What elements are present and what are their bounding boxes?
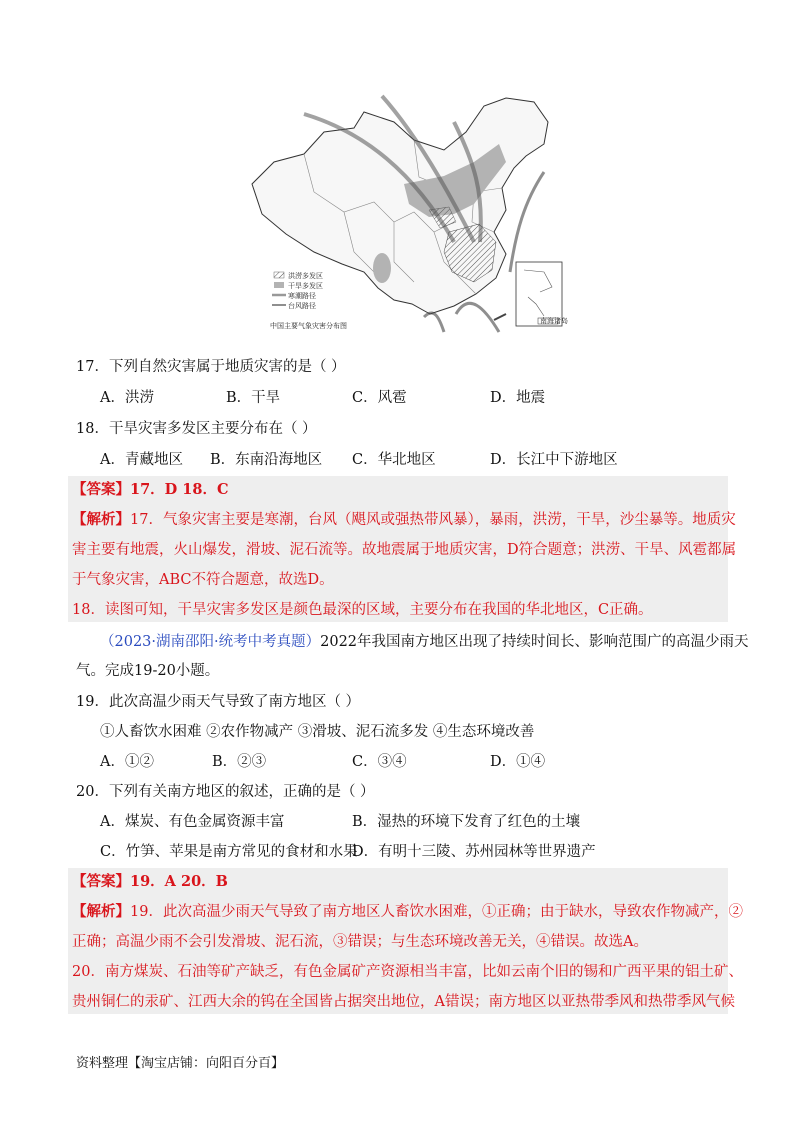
q19-option-a[interactable]: A．①② xyxy=(100,754,154,770)
q17-option-c[interactable]: C．风雹 xyxy=(352,390,407,406)
china-map-svg xyxy=(244,92,568,340)
analysis-text: 17．气象灾害主要是寒潮，台风（飓风或强热带风暴），暴雨，洪涝，干旱，沙尘暴等。地质灾 xyxy=(130,512,736,528)
q18-option-b[interactable]: B．东南沿海地区 xyxy=(210,452,323,468)
q20-option-d[interactable]: D．有明十三陵、苏州园林等世界遗产 xyxy=(352,844,596,860)
intro-line2: 气。完成19-20小题。 xyxy=(76,663,220,679)
typhoon-path-4 xyxy=(494,314,506,320)
intro-text: 2022年我国南方地区出现了持续时间长、影响范围广的高温少雨天 xyxy=(320,634,749,650)
analysis-bracket-2: 【解析】 xyxy=(72,903,130,920)
analysis-17-line2: 害主要有地震，火山爆发，滑坡、泥石流等。故地震属于地质灾害，D符合题意；洪涝、干旱、风雹都属 xyxy=(72,542,737,558)
q19-option-b[interactable]: B．②③ xyxy=(212,754,267,770)
q18-option-c[interactable]: C．华北地区 xyxy=(352,452,436,468)
map-legend xyxy=(272,271,323,310)
q17-option-a[interactable]: A．洪涝 xyxy=(100,390,154,406)
q19-option-d[interactable]: D．①④ xyxy=(490,754,546,770)
legend-cold-wave: 寒潮路径 xyxy=(288,292,316,300)
q18-option-d[interactable]: D．长江中下游地区 xyxy=(490,452,618,468)
question-18-stem: 18．干旱灾害多发区主要分布在（ ） xyxy=(76,421,317,437)
analysis-17-line3: 于气象灾害，ABC不符合题意，故选D。 xyxy=(72,572,334,588)
q20-option-a[interactable]: A．煤炭、有色金属资源丰富 xyxy=(100,814,285,830)
answer-17-18 xyxy=(72,479,229,501)
typhoon-path-3 xyxy=(424,313,444,332)
question-17-options xyxy=(100,387,545,409)
analysis-19-line2: 正确；高温少雨不会引发滑坡、泥石流，③错误；与生态环境改善无关，④错误。故选A。 xyxy=(72,934,648,950)
answer-19-20 xyxy=(72,871,228,893)
answer-text: 17．D 18．C xyxy=(130,481,229,498)
question-19-items: ①人畜饮水困难 ②农作物减产 ③滑坡、泥石流多发 ④生态环境改善 xyxy=(100,724,535,740)
answer-text-2: 19．A 20．B xyxy=(130,873,228,890)
question-19-stem: 19．此次高温少雨天气导致了南方地区（ ） xyxy=(76,694,361,710)
analysis-20-line2: 贵州铜仁的汞矿、江西大余的钨在全国皆占据突出地位，A错误；南方地区以亚热带季风和热带季风气候 xyxy=(72,994,735,1010)
legend-drought: 干旱多发区 xyxy=(288,282,323,290)
typhoon-path-2 xyxy=(456,303,499,332)
question-19-options xyxy=(100,751,545,773)
question-17-stem: 17．下列自然灾害属于地质灾害的是（ ） xyxy=(76,359,346,375)
legend-flood: 洪涝多发区 xyxy=(288,272,323,280)
q18-option-a[interactable]: A．青藏地区 xyxy=(100,452,183,468)
page-footer: 资料整理【淘宝店铺：向阳百分百】 xyxy=(76,1056,285,1071)
map-caption: 中国主要气象灾害分布图 xyxy=(270,322,347,330)
question-20-options-cd xyxy=(100,841,596,863)
analysis-20-line1: 20．南方煤炭、石油等矿产缺乏，有色金属矿产资源相当丰富，比如云南个旧的锡和广西平果的铝土矿、 xyxy=(72,964,743,980)
analysis-text-2: 19．此次高温少雨天气导致了南方地区人畜饮水困难，①正确；由于缺水，导致农作物减产，② xyxy=(130,904,743,920)
answer-bracket: 【答案】 xyxy=(72,481,130,498)
question-20-stem: 20．下列有关南方地区的叙述，正确的是（ ） xyxy=(76,784,375,800)
analysis-17-line1 xyxy=(72,509,736,531)
q17-option-d[interactable]: D．地震 xyxy=(490,390,546,406)
inset-label: 南海诸岛 xyxy=(540,317,568,325)
analysis-bracket: 【解析】 xyxy=(72,511,130,528)
drought-region-sw xyxy=(373,253,391,283)
question-source: （2023·湖南邵阳·统考中考真题） xyxy=(100,634,321,650)
legend-typhoon: 台风路径 xyxy=(288,302,316,310)
answer-bracket-2: 【答案】 xyxy=(72,873,130,890)
q20-option-c[interactable]: C．竹笋、苹果是南方常见的食材和水果 xyxy=(100,844,358,860)
q19-option-c[interactable]: C．③④ xyxy=(352,754,407,770)
intro-line1 xyxy=(100,631,749,653)
analysis-18-line: 18．读图可知，干旱灾害多发区是颜色最深的区域，主要分布在我国的华北地区，C正确。 xyxy=(72,602,653,618)
typhoon-path-1 xyxy=(510,172,544,272)
analysis-19-line1 xyxy=(72,901,743,923)
q20-option-b[interactable]: B．湿热的环境下发育了红色的土壤 xyxy=(352,814,581,830)
weather-disaster-map xyxy=(244,92,568,340)
q17-option-b[interactable]: B．干旱 xyxy=(226,390,281,406)
question-20-options-ab xyxy=(100,811,580,833)
question-18-options xyxy=(100,449,618,471)
